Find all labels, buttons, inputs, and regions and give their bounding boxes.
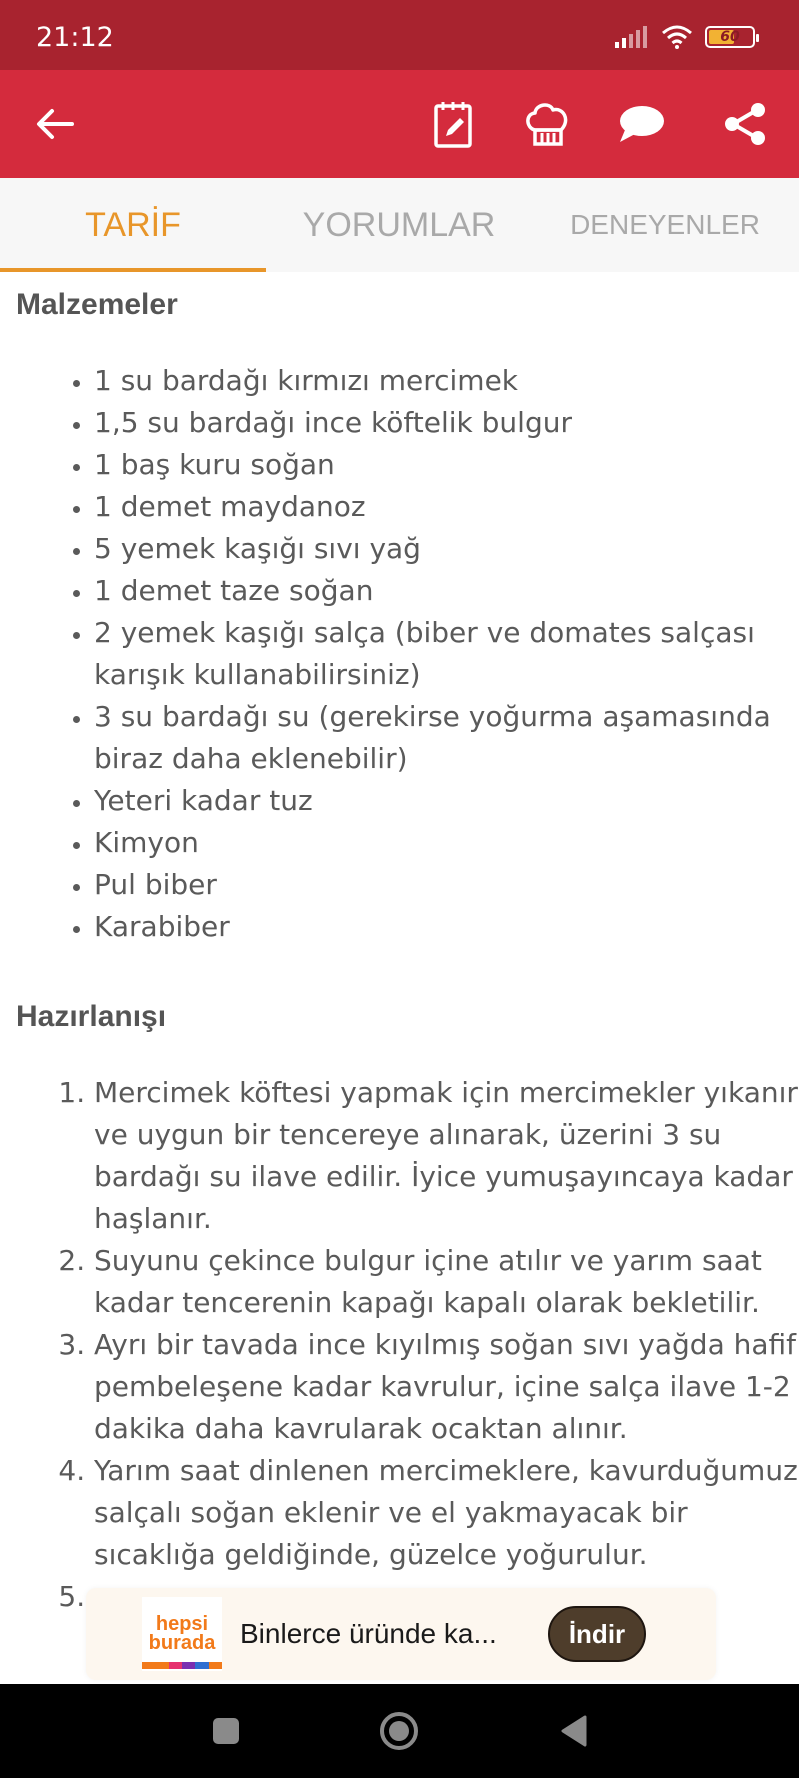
wifi-icon [661, 25, 693, 49]
back-arrow-icon[interactable] [20, 70, 90, 178]
step-item: 4. Yarım saat dinlenen mercimeklere, kavurduğumuz salçalı soğan eklenir ve el yakmayacak bir sıcaklığa geldiğinde, güzelce yoğurulur. [94, 1450, 798, 1576]
share-icon[interactable] [710, 70, 780, 178]
ad-banner[interactable] [86, 1588, 716, 1680]
chef-hat-icon[interactable] [512, 70, 582, 178]
recipe-content[interactable] [0, 272, 799, 1684]
ingredient-item: • 3 su bardağı su (gerekirse yoğurma aşamasında biraz daha eklenebilir) [94, 696, 798, 780]
system-nav-bar [0, 1684, 799, 1778]
hepsiburada-logo [142, 1597, 222, 1671]
ad-logo-line1: hepsi [155, 1613, 209, 1635]
step-item: 1. Mercimek köftesi yapmak için mercimekler yıkanır ve uygun bir tencereye alınarak, üzerini 3 su bardağı su ilave edilir. İyice yumuşayıncaya kadar haşlanır. [94, 1072, 798, 1240]
tab-deneyenler[interactable]: DENEYENLER [570, 209, 760, 240]
steps-list [16, 1072, 798, 1618]
status-icons [615, 24, 755, 50]
tab-tarif[interactable]: TARİF [0, 178, 266, 272]
tab-yorumlar[interactable]: YORUMLAR [302, 205, 496, 244]
ingredient-item: • 1 demet taze soğan [94, 570, 798, 612]
comment-icon[interactable] [606, 70, 676, 178]
app-bar [0, 70, 799, 178]
ingredient-item: • Yeteri kadar tuz [94, 780, 798, 822]
back-triangle-icon[interactable] [534, 1684, 614, 1778]
battery-text: 60 [720, 29, 740, 45]
ingredient-item: • 1 su bardağı kırmızı mercimek [94, 360, 798, 402]
tab-bar [0, 178, 799, 272]
battery-icon [705, 26, 755, 48]
signal-icon [615, 26, 649, 48]
ingredient-item: • 1 baş kuru soğan [94, 444, 798, 486]
ingredient-item: • 5 yemek kaşığı sıvı yağ [94, 528, 798, 570]
ad-logo-line2: burada [148, 1632, 216, 1654]
status-time: 21:12 [36, 22, 114, 53]
recents-square-icon[interactable] [186, 1684, 266, 1778]
ingredient-item: • 2 yemek kaşığı salça (biber ve domates salçası karışık kullanabilirsiniz) [94, 612, 798, 696]
steps-title: Hazırlanışı [16, 1000, 167, 1033]
status-bar [0, 0, 799, 70]
home-circle-icon[interactable] [359, 1684, 439, 1778]
ingredient-item: • Pul biber [94, 864, 798, 906]
ingredients-list [16, 360, 798, 948]
ad-install-button[interactable]: İndir [548, 1606, 646, 1662]
logo-color-bar [142, 1662, 222, 1669]
step-item: 2. Suyunu çekince bulgur içine atılır ve yarım saat kadar tencerenin kapağı kapalı olarak bekletilir. [94, 1240, 798, 1324]
step-item: 3. Ayrı bir tavada ince kıyılmış soğan sıvı yağda hafif pembeleşene kadar kavrulur, içine salça ilave 1-2 dakika daha kavrularak ocaktan alınır. [94, 1324, 798, 1450]
notepad-icon[interactable] [418, 70, 488, 178]
ingredient-item: • Karabiber [94, 906, 798, 948]
ingredient-item: • Kimyon [94, 822, 798, 864]
ingredients-title: Malzemeler [16, 288, 178, 321]
ad-text: Binlerce üründe ka... [240, 1618, 497, 1649]
ingredient-item: • 1,5 su bardağı ince köftelik bulgur [94, 402, 798, 444]
ingredient-item: • 1 demet maydanoz [94, 486, 798, 528]
